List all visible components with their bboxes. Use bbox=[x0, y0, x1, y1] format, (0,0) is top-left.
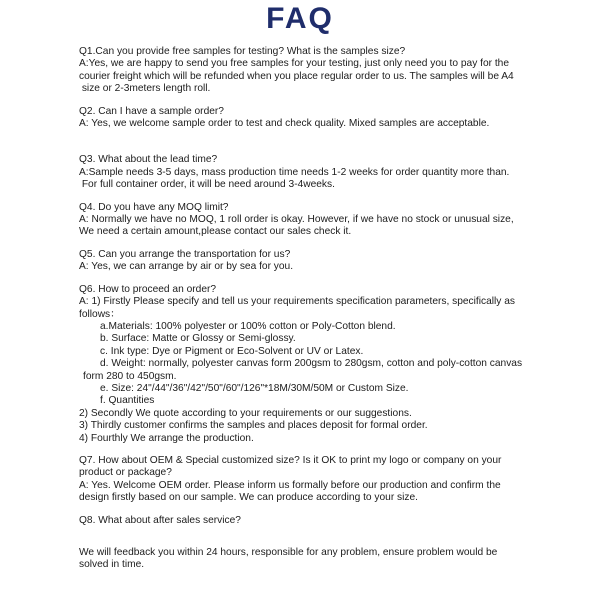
faq-answer-1-line-3: size or 2-3meters length roll. bbox=[79, 83, 211, 95]
faq-step-3: 3) Thirdly customer confirms the samples and places deposit for formal order. bbox=[79, 420, 428, 432]
faq-answer-6-intro-line-1: A: 1) Firstly Please specify and tell us your requirements specification parameters, specifically as bbox=[79, 296, 515, 308]
faq-answer-2-line-1: A: Yes, we welcome sample order to test and check quality. Mixed samples are acceptable. bbox=[79, 118, 490, 130]
faq-answer-6-intro-line-2: follows： bbox=[79, 308, 121, 320]
faq-list bbox=[79, 46, 594, 572]
faq-question-3: Q3. What about the lead time? bbox=[79, 154, 218, 166]
faq-step-2: 2) Secondly We quote according to your requirements or our suggestions. bbox=[79, 407, 412, 419]
faq-answer-3-line-1: A:Sample needs 3-5 days, mass production time needs 1-2 weeks for order quantity more than. bbox=[79, 166, 510, 178]
faq-spec-item-surface: b. Surface: Matte or Glossy or Semi-glossy. bbox=[100, 333, 296, 345]
faq-question-7-line-2: product or package? bbox=[79, 467, 172, 479]
faq-spec-item-weight: d. Weight: normally, polyester canvas form 200gsm to 280gsm, cotton and poly-cotton canvas bbox=[100, 358, 523, 370]
faq-spec-item-quantities: f. Quantities bbox=[100, 395, 155, 407]
faq-question-2: Q2. Can I have a sample order? bbox=[79, 105, 224, 117]
faq-answer-3-line-2: For full container order, it will be need around 3-4weeks. bbox=[79, 179, 335, 191]
faq-question-1: Q1.Can you provide free samples for testing? What is the samples size? bbox=[79, 46, 406, 57]
faq-spec-item-ink-type: c. Ink type: Dye or Pigment or Eco-Solvent or UV or Latex. bbox=[100, 345, 364, 357]
faq-question-4: Q4. Do you have any MOQ limit? bbox=[79, 201, 229, 213]
faq-answer-8-line-1: We will feedback you within 24 hours, responsible for any problem, ensure problem would be bbox=[79, 547, 498, 558]
faq-answer-4-line-2: We need a certain amount,please contact our sales check it. bbox=[79, 226, 352, 238]
faq-answer-1-line-2: courier freight which will be refunded when you place regular order to us. The samples will be A4 bbox=[79, 70, 514, 82]
faq-step-4: 4) Fourthly We arrange the production. bbox=[79, 432, 254, 444]
faq-question-5: Q5. Can you arrange the transportation for us? bbox=[79, 248, 291, 260]
faq-spec-item-materials: a.Materials: 100% polyester or 100% cotton or Poly-Cotton blend. bbox=[100, 320, 396, 332]
faq-spec-item-size: e. Size: 24"/44"/36"/42"/50"/60"/126"*18M/30M/50M or Custom Size. bbox=[100, 382, 409, 394]
faq-answer-1-line-1: A:Yes, we are happy to send you free samples for your testing, just only need you to pay for the bbox=[79, 58, 510, 70]
faq-answer-8-line-2: solved in time. bbox=[79, 559, 145, 571]
faq-question-6: Q6. How to proceed an order? bbox=[79, 283, 217, 295]
page-title: FAQ bbox=[266, 2, 334, 35]
faq-answer-7-line-2: design firstly based on our sample. We can produce according to your size. bbox=[79, 492, 419, 504]
faq-answer-4-line-1: A: Normally we have no MOQ, 1 roll order is okay. However, if we have no stock or unusual size, bbox=[79, 214, 514, 226]
faq-spec-item-weight-cont: form 280 to 450gsm. bbox=[83, 370, 177, 382]
faq-question-7-line-1: Q7. How about OEM & Special customized size? Is it OK to print my logo or company on your bbox=[79, 454, 502, 466]
faq-answer-5-line-1: A: Yes, we can arrange by air or by sea for you. bbox=[79, 261, 294, 273]
faq-answer-7-line-1: A: Yes. Welcome OEM order. Please inform us formally before our production and confirm the bbox=[79, 479, 501, 491]
faq-question-8: Q8. What about after sales service? bbox=[79, 514, 241, 526]
